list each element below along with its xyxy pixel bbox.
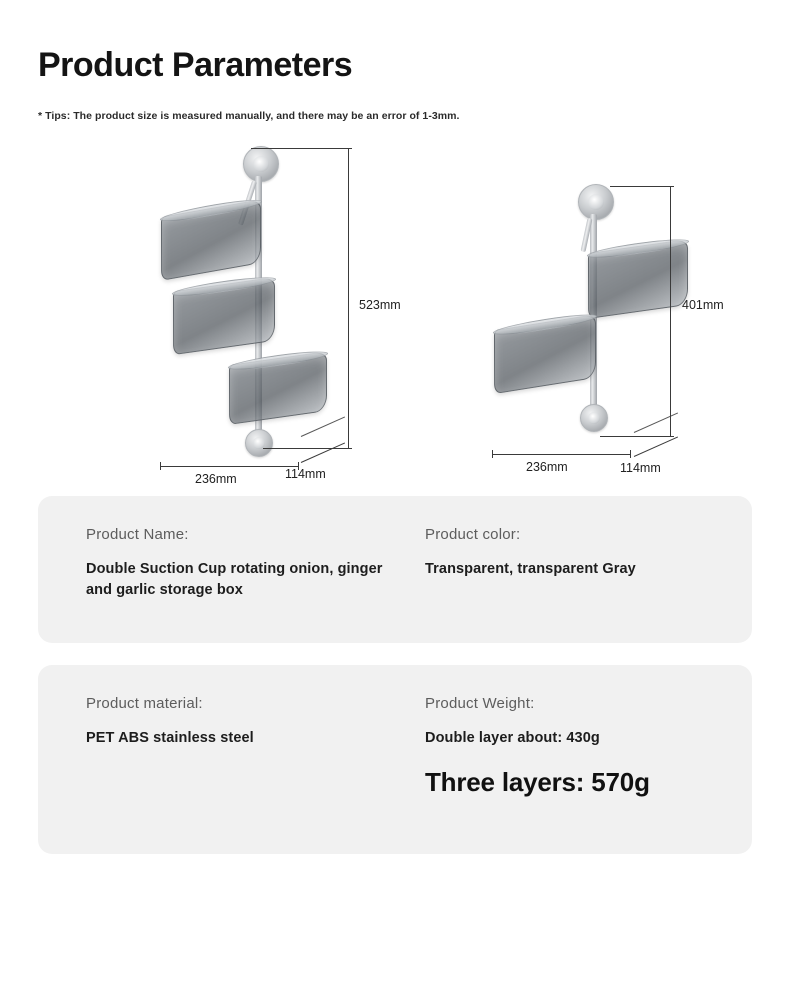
depth-dimension-line xyxy=(634,437,678,457)
basket-rim xyxy=(172,274,276,300)
diagram-area xyxy=(38,136,752,496)
basket-bottom xyxy=(494,314,596,394)
depth-guide xyxy=(634,413,678,433)
product-weight-double-layer: Double layer about: 430g xyxy=(425,730,600,747)
height-dimension-line xyxy=(348,148,349,448)
spec-cell-product-material xyxy=(86,695,395,798)
product-color-value: Transparent, transparent Gray xyxy=(425,561,636,577)
width-dimension-line xyxy=(492,454,630,455)
basket-rim xyxy=(493,311,597,338)
spec-card-name-color xyxy=(38,496,752,643)
basket-top xyxy=(588,239,688,319)
depth-label: 114mm xyxy=(285,467,326,481)
spec-card-material-weight xyxy=(38,665,752,854)
depth-dimension-line xyxy=(301,443,345,463)
height-label: 523mm xyxy=(359,298,401,312)
height-guide-bottom xyxy=(600,436,672,437)
dimension-tick xyxy=(492,450,493,458)
product-name-value: Double Suction Cup rotating onion, ginger and garlic storage box xyxy=(86,561,383,599)
product-name-label: Product Name: xyxy=(86,526,189,543)
product-weight-three-layers: Three layers: 570g xyxy=(425,767,650,798)
basket-bottom xyxy=(229,351,327,425)
three-layer-diagram xyxy=(133,136,423,496)
basket-rim xyxy=(160,196,262,225)
tips-note: * Tips: The product size is measured manually, and there may be an error of 1-3mm. xyxy=(38,110,460,122)
spec-row xyxy=(86,695,704,798)
suction-cup-icon xyxy=(245,429,273,457)
width-dimension-line xyxy=(160,466,298,467)
depth-guide xyxy=(301,417,345,437)
spec-cell-product-color xyxy=(395,526,704,601)
basket-rim xyxy=(228,348,328,373)
height-guide-bottom xyxy=(263,448,351,449)
width-label: 236mm xyxy=(195,472,237,486)
spec-row xyxy=(86,526,704,601)
height-dimension-line xyxy=(670,186,671,436)
height-guide-top xyxy=(251,148,351,149)
product-color-label: Product color: xyxy=(425,526,521,543)
dimension-tick xyxy=(160,462,161,470)
dimension-tick xyxy=(630,450,631,458)
two-layer-diagram xyxy=(458,136,748,496)
height-label: 401mm xyxy=(682,298,724,312)
product-material-value: PET ABS stainless steel xyxy=(86,730,254,747)
suction-cup-icon xyxy=(580,404,608,432)
height-guide-top xyxy=(610,186,672,187)
spec-cell-product-name xyxy=(86,526,395,601)
product-weight-label: Product Weight: xyxy=(425,695,535,713)
depth-label: 114mm xyxy=(620,461,661,475)
basket-rim xyxy=(587,236,689,261)
product-material-label: Product material: xyxy=(86,695,203,713)
product-parameters-page xyxy=(0,46,790,981)
width-label: 236mm xyxy=(526,460,568,474)
page-title: Product Parameters xyxy=(38,46,353,84)
spec-cell-product-weight xyxy=(395,695,704,798)
basket-top xyxy=(161,199,261,281)
